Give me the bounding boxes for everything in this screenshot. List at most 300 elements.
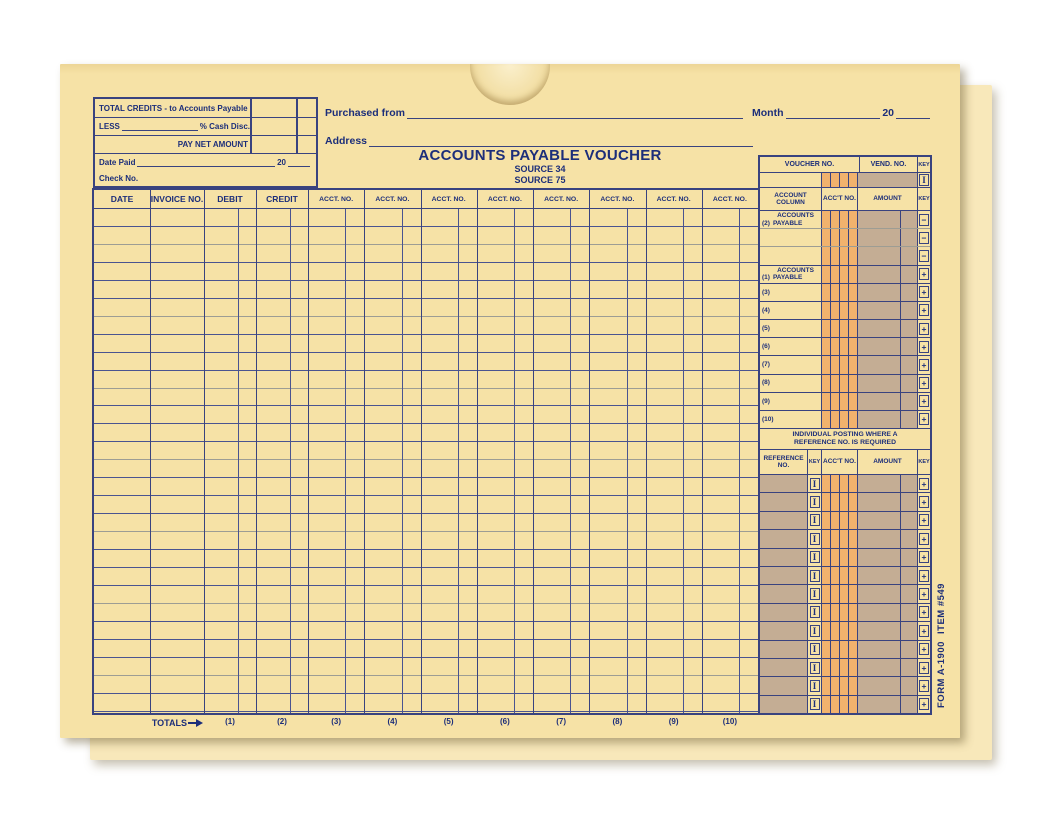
key-cell (918, 211, 930, 228)
key-symbol-box: + (919, 395, 929, 407)
acct-no-cell (822, 302, 858, 319)
pay-net-label: PAY NET AMOUNT (177, 140, 248, 149)
account-label-line2: PAYABLE (772, 219, 803, 227)
account-column-header (760, 188, 822, 210)
column-header-credit: CREDIT (266, 194, 298, 204)
key-cell (918, 696, 930, 713)
voucher-acct-no-cell (822, 173, 858, 187)
amount-cell (858, 549, 918, 566)
amount-cell (858, 475, 918, 492)
blank-line (407, 107, 743, 119)
cash-discount-row (95, 118, 316, 136)
key-cell (918, 530, 930, 547)
table-row (94, 622, 758, 640)
column-header-acct-no: ACCT. NO. (544, 195, 579, 203)
acct-no-cell (822, 549, 858, 566)
blank-line (122, 122, 198, 131)
key-symbol-box: + (919, 286, 929, 298)
account-number: (4) (762, 306, 770, 314)
key-cell (808, 475, 822, 492)
key-cell (918, 585, 930, 602)
reference-no-header (760, 450, 808, 474)
date-paid-year: 20 (277, 157, 286, 167)
table-header-row (94, 190, 758, 209)
account-label-line1: ACCOUNTS (777, 212, 814, 220)
column-header-acct-no: ACCT. NO. (656, 195, 691, 203)
cash-disc-label: % Cash Disc. (199, 122, 250, 131)
voucher-value-row (760, 173, 930, 188)
table-row (94, 496, 758, 514)
key-cell (918, 393, 930, 410)
account-row (760, 393, 930, 411)
amount-cell (858, 229, 918, 246)
footer-column-number: (6) (499, 717, 510, 726)
account-number: (9) (762, 397, 770, 405)
posting-section (758, 155, 932, 715)
key-symbol-box: + (919, 643, 929, 655)
account-number: (8) (762, 379, 770, 387)
acct-no-cell (822, 411, 858, 428)
amount-cell (858, 659, 918, 676)
reference-no-cell (760, 549, 808, 566)
purchased-from-label: Purchased from (325, 107, 405, 119)
pay-net-amount-row (95, 136, 316, 154)
key-symbol-box: I (810, 570, 820, 582)
key-symbol-box: + (919, 268, 929, 280)
key-cell (808, 549, 822, 566)
footer-column-number: (3) (331, 717, 342, 726)
grid-line (204, 190, 205, 713)
reference-no-cell (760, 530, 808, 547)
key-symbol-box: + (919, 570, 929, 582)
account-number: (3) (762, 288, 770, 296)
table-row (94, 658, 758, 676)
column-header-acct-no: ACCT. NO. (712, 195, 747, 203)
grid-line (250, 99, 252, 154)
key-cell (918, 604, 930, 621)
blank-line (288, 158, 310, 167)
key-cell (808, 530, 822, 547)
key-symbol-box: I (810, 606, 820, 618)
vend-no-cell (858, 173, 918, 187)
table-row (94, 532, 758, 550)
cents-divider-line (345, 209, 346, 713)
account-row (760, 247, 930, 265)
key-symbol-box: + (919, 533, 929, 545)
source-34-label: SOURCE 34 (514, 164, 566, 174)
totals-label (150, 715, 203, 731)
reference-no-cell (760, 641, 808, 658)
posting-row (760, 641, 930, 659)
grid-line (477, 190, 478, 713)
reference-no-cell (760, 475, 808, 492)
table-row (94, 694, 758, 712)
key-symbol-box: + (919, 606, 929, 618)
amount-cell (858, 493, 918, 510)
key-cell (918, 320, 930, 337)
amount-cell (858, 266, 918, 283)
account-label-line2: PAYABLE (772, 274, 803, 282)
acct-no-cell (822, 585, 858, 602)
total-credits-row (95, 99, 316, 118)
key-cell (918, 622, 930, 639)
acct-no-cell (822, 284, 858, 301)
account-row (760, 229, 930, 247)
date-paid-row (95, 154, 316, 170)
table-row (94, 299, 758, 317)
acct-no-cell (822, 211, 858, 228)
key-cell (808, 512, 822, 529)
posting-row (760, 493, 930, 511)
key-cell (808, 641, 822, 658)
key-cell (918, 512, 930, 529)
totals-arrow-icon (188, 722, 196, 724)
blank-line (786, 107, 881, 119)
footer-column-number: (5) (443, 717, 454, 726)
posting-row (760, 567, 930, 585)
amount-header: AMOUNT (858, 188, 918, 210)
month-field (752, 105, 930, 119)
amount-cell (858, 211, 918, 228)
key-symbol-box: + (919, 662, 929, 674)
key-symbol-box: + (919, 514, 929, 526)
amount-cell (858, 338, 918, 355)
key-symbol-box: + (919, 698, 929, 710)
table-row (94, 514, 758, 532)
blank-line (896, 110, 930, 119)
acct-no-cell (822, 659, 858, 676)
table-row (94, 209, 758, 227)
footer-column-number: (4) (387, 717, 398, 726)
account-row (760, 302, 930, 320)
amount-cell (858, 411, 918, 428)
amount-cell (858, 641, 918, 658)
check-no-row (95, 170, 316, 186)
key-symbol-box: − (919, 232, 929, 244)
cents-divider-line (290, 209, 291, 713)
month-label: Month (752, 107, 784, 119)
table-row (94, 317, 758, 335)
address-label: Address (325, 135, 368, 147)
account-label-line1: ACCOUNTS (777, 266, 814, 274)
key-cell (808, 567, 822, 584)
acct-no-cell (822, 567, 858, 584)
key-symbol-box: I (810, 588, 820, 600)
key-header: KEY (918, 195, 930, 202)
amount-cell (858, 284, 918, 301)
account-header-row (760, 188, 930, 211)
thumb-notch (470, 64, 550, 105)
key-cell (918, 567, 930, 584)
acct-no-cell (822, 677, 858, 694)
key-symbol-box: + (919, 359, 929, 371)
footer-column-number: (8) (612, 717, 623, 726)
key-cell (808, 659, 822, 676)
footer-column-number: (10) (722, 717, 737, 726)
key-symbol-box: I (810, 478, 820, 490)
acct-no-cell (822, 622, 858, 639)
key-cell (808, 622, 822, 639)
account-label-cell (760, 338, 822, 355)
column-header-debit: DEBIT (217, 194, 243, 204)
column-header-acct-no: ACCT. NO. (600, 195, 635, 203)
reference-no-cell (760, 622, 808, 639)
acct-no-cell (822, 393, 858, 410)
posting-row (760, 512, 930, 530)
acct-no-cell (822, 493, 858, 510)
amount-cell (858, 530, 918, 547)
blank-line (137, 158, 275, 167)
account-label-cell (760, 229, 822, 246)
source-75-label: SOURCE 75 (514, 175, 566, 185)
posting-row (760, 530, 930, 548)
amount-cell (858, 604, 918, 621)
table-row (94, 353, 758, 371)
key-cell (918, 677, 930, 694)
account-label-cell (760, 302, 822, 319)
account-column-line1: ACCOUNT (774, 191, 807, 199)
totals-arrow-icon (196, 719, 203, 727)
table-row (94, 406, 758, 424)
cents-divider-line (238, 209, 239, 713)
reference-no-cell (760, 677, 808, 694)
table-row (94, 550, 758, 568)
key-symbol-box: I (810, 551, 820, 563)
account-number: (7) (762, 361, 770, 369)
key-symbol-box: + (919, 625, 929, 637)
posting-rows (760, 475, 930, 713)
acct-no-cell (822, 320, 858, 337)
table-row (94, 389, 758, 407)
acct-no-cell (822, 512, 858, 529)
posting-title-line1: INDIVIDUAL POSTING WHERE A (792, 431, 898, 439)
key-symbol-box: + (919, 413, 929, 425)
key-cell (918, 356, 930, 373)
footer-column-number: (2) (277, 717, 287, 726)
key-symbol-box: + (919, 588, 929, 600)
voucher-envelope (60, 64, 960, 738)
key-cell (918, 266, 930, 283)
purchased-from-field (325, 105, 745, 119)
column-header-acct-no: ACCT. NO. (319, 195, 354, 203)
account-row (760, 266, 930, 284)
footer-column-number: (1) (225, 717, 235, 726)
cents-divider-line (402, 209, 403, 713)
posting-title-line2: REFERENCE NO. IS REQUIRED (794, 439, 896, 446)
grid-line (256, 190, 257, 713)
table-row (94, 586, 758, 604)
amount-cell (858, 393, 918, 410)
table-row (94, 245, 758, 263)
table-row (94, 335, 758, 353)
voucher-header-row (760, 157, 930, 173)
key-cell (918, 475, 930, 492)
footer-column-number: (9) (668, 717, 679, 726)
date-paid-label: Date Paid (99, 157, 136, 167)
key-cell (808, 604, 822, 621)
account-row (760, 211, 930, 229)
amount-cell (858, 356, 918, 373)
cents-divider-line (514, 209, 515, 713)
amount-cell (858, 375, 918, 392)
key-symbol-box: I (810, 643, 820, 655)
reference-no-cell (760, 585, 808, 602)
key-symbol-box: + (919, 680, 929, 692)
acct-no-cell (822, 247, 858, 264)
key-symbol-box: − (919, 250, 929, 262)
key-cell (918, 375, 930, 392)
account-label-cell (760, 320, 822, 337)
grid-line (646, 190, 647, 713)
acct-no-cell (822, 266, 858, 283)
key-cell (918, 493, 930, 510)
cents-divider-line (627, 209, 628, 713)
reference-no-cell (760, 493, 808, 510)
acct-no-cell (822, 641, 858, 658)
account-row (760, 284, 930, 302)
footer-column-number: (7) (556, 717, 567, 726)
acct-no-cell (822, 356, 858, 373)
table-row (94, 281, 758, 299)
key-symbol-box: I (810, 625, 820, 637)
grid-line (589, 190, 590, 713)
key-symbol-box: I (810, 680, 820, 692)
key-symbol-box: + (919, 496, 929, 508)
address-field (325, 133, 755, 147)
amount-cell (858, 302, 918, 319)
key-symbol-box: I (810, 533, 820, 545)
acct-no-cell (822, 338, 858, 355)
table-row (94, 640, 758, 658)
key-cell (918, 549, 930, 566)
column-header-acct-no: ACCT. NO. (375, 195, 410, 203)
account-label-cell (760, 211, 822, 228)
acct-no-cell (822, 229, 858, 246)
reference-no-cell (760, 512, 808, 529)
account-label-cell (760, 266, 822, 283)
column-header-invoice: INVOICE NO. (150, 194, 204, 204)
footer-column-numbers (204, 717, 758, 726)
column-header-date: DATE (110, 194, 134, 204)
posting-row (760, 475, 930, 493)
grid-line (150, 190, 151, 713)
acct-no-cell (822, 530, 858, 547)
month-year-label: 20 (882, 107, 894, 119)
table-row (94, 568, 758, 586)
key-cell (918, 302, 930, 319)
reference-no-line1: REFERENCE (763, 454, 804, 462)
account-label-cell (760, 356, 822, 373)
cents-divider-line (570, 209, 571, 713)
totals-text: TOTALS (151, 718, 187, 728)
total-credits-box (93, 97, 318, 188)
key-cell (918, 411, 930, 428)
amount-cell (858, 320, 918, 337)
account-row (760, 375, 930, 393)
account-number: (1) (762, 274, 770, 282)
cents-divider-line (739, 209, 740, 713)
key-symbol-box: + (919, 377, 929, 389)
cents-divider-line (683, 209, 684, 713)
key-symbol-box: I (919, 174, 929, 186)
reference-no-cell (760, 604, 808, 621)
key-cell (918, 338, 930, 355)
posting-row (760, 604, 930, 622)
less-label: LESS (99, 122, 120, 131)
key-symbol-box: + (919, 341, 929, 353)
posting-row (760, 622, 930, 640)
grid-line (702, 190, 703, 713)
vend-no-header: VEND. NO. (860, 157, 918, 172)
key-cell (918, 641, 930, 658)
posting-row (760, 549, 930, 567)
account-label-cell (760, 375, 822, 392)
account-label-cell (760, 411, 822, 428)
acct-no-header: ACC'T NO. (822, 450, 858, 474)
grid-line (308, 190, 309, 713)
voucher-key-cell (918, 173, 930, 187)
column-header-acct-no: ACCT. NO. (431, 195, 466, 203)
total-credits-label: TOTAL CREDITS - to Accounts Payable (99, 103, 248, 113)
key-cell (918, 659, 930, 676)
table-row (94, 424, 758, 442)
reference-no-cell (760, 696, 808, 713)
acct-no-cell (822, 475, 858, 492)
table-row (94, 227, 758, 245)
table-row (94, 442, 758, 460)
posting-row (760, 696, 930, 713)
key-header: KEY (918, 458, 930, 465)
account-row (760, 411, 930, 429)
key-header: KEY (808, 450, 822, 474)
account-number: (6) (762, 343, 770, 351)
key-symbol-box: + (919, 478, 929, 490)
posting-row (760, 659, 930, 677)
table-row (94, 460, 758, 478)
posting-row (760, 677, 930, 695)
amount-cell (858, 622, 918, 639)
key-symbol-box: + (919, 551, 929, 563)
form-number-label: FORM A-1900 (936, 641, 947, 708)
amount-cell (858, 696, 918, 713)
key-cell (808, 677, 822, 694)
cents-divider-line (458, 209, 459, 713)
voucher-blank-cell (760, 173, 822, 187)
voucher-no-header: VOUCHER NO. (760, 157, 860, 172)
account-label-cell (760, 247, 822, 264)
account-row (760, 320, 930, 338)
key-cell (808, 696, 822, 713)
form-title: ACCOUNTS PAYABLE VOUCHER (418, 147, 662, 164)
acct-no-cell (822, 696, 858, 713)
amount-cell (858, 567, 918, 584)
reference-no-cell (760, 659, 808, 676)
table-row (94, 676, 758, 694)
key-symbol-box: I (810, 514, 820, 526)
key-cell (918, 284, 930, 301)
amount-cell (858, 585, 918, 602)
key-cell (808, 493, 822, 510)
key-symbol-box: I (810, 662, 820, 674)
key-symbol-box: + (919, 304, 929, 316)
account-number: (2) (762, 219, 770, 227)
table-row (94, 478, 758, 496)
account-number: (5) (762, 324, 770, 332)
grid-line (296, 99, 298, 154)
key-cell (918, 229, 930, 246)
key-symbol-box: + (919, 323, 929, 335)
check-no-label: Check No. (99, 173, 139, 183)
